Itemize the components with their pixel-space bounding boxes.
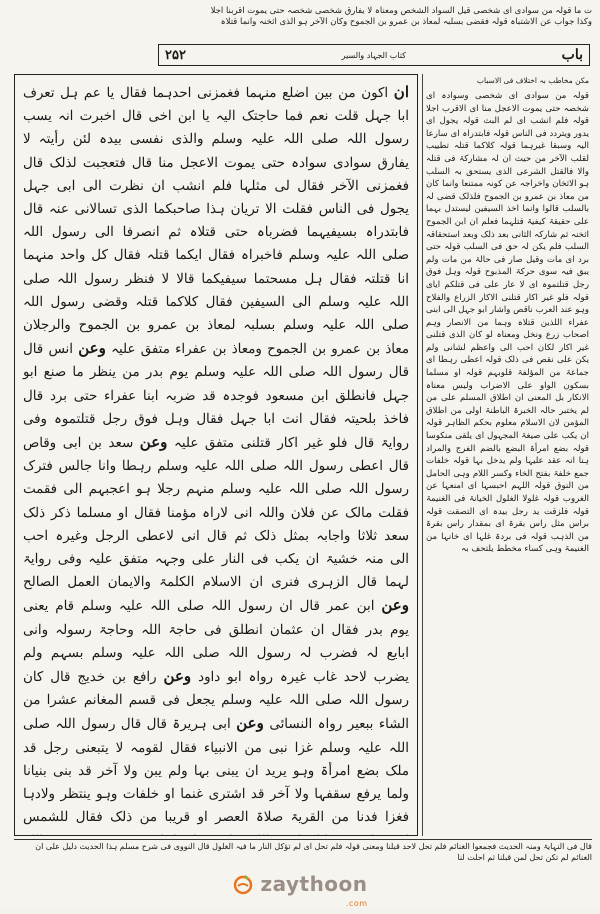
hadith-text: اکون من بین اضلع منہما فغمزنی احدہما فقال یا عم ہل تعرف ابا جہل قلت نعم فما حاجتک الیہ یا ابن اخی قال اخبرت انہ یسب رسول اللہ صلی اللہ علیہ وسلم والذی نفسی بیدہ لئن رأیتہ لا یفارق سوادی سوادہ حتی یموت الاعجل منا قال فتعجبت لذلک قال فغمزنی الآخر فقال لی مثلہا فلم انشب ان نظرت الی ابی جہل یجول فی الناس فقلت الا تریان ہذا صاحبکما الذی تسالانی عنہ قال فابتدراہ بسیفیہما فضرباہ حتی قتلاہ ثم انصرفا الی رسول اللہ صلی اللہ علیہ وسلم فاخبراہ فقال ایکما قتلہ فقال کل واحد منہما انا قتلتہ فقال ہل مسحتما سیفیکما قالا لا فنظر رسول اللہ صلی اللہ علیہ وسلم الی السیفین فقال کلاکما قتلہ وقضی رسول اللہ صلی اللہ علیہ وسلم بسلبہ لمعاذ بن عمرو بن الجموح والرجلان معاذ بن عمرو بن الجموح ومعاذ بن عفراء متفق علیہ — [23, 86, 409, 358]
margin-commentary — [422, 74, 592, 836]
header-right-note: مکن مخاطب بہ اختلاف فی الاسباب — [476, 76, 589, 85]
header-line-1: ت ما قولہ من سوادی ای شخصی قیل السواد الشخص ومعناہ لا یفارق شخصی شخصہ حتی یموت اقربنا اجلا — [210, 6, 592, 16]
commentary-text: قولہ من سوادی ای شخصی وسوادہ ای شخصہ حتی یموت الاعجل منا ای الاقرب اجلا قولہ فلم انشب ای لم البث قولہ یجول ای یدور ویتردد فی الناس قولہ فابتدراہ ای سارعا الیہ وسبقا غیرہما قولہ کلاکما قتلہ تطییب لقلب الآخر من حیث ان لہ مشارکۃ فی قتلہ والا فالقتل الشرعی الذی یستحق بہ السلب ہو الاثخان واخراجہ عن کونہ ممتنعا وانما کان من معاذ بن عمرو بن الجموح فلذلک قضی لہ بالسلب قالوا وانما اخذ السیفین لیستدل بہما علی حقیقۃ کیفیۃ قتلہما فعلم ان ابن الجموح اثخنہ ثم شارکہ الثانی بعد ذلک وبعد استحقاقہ السلب فلم یکن لہ حق فی السلب قولہ حتی برد ای مات وقیل صار فی حالۃ من مات ولم یبق فیہ سوی حرکۃ المذبوح قولہ وہل فوق رجل قتلتموہ ای لا عار علی فی قتلکم ایای قولہ فلو غیر اکار قتلنی الاکار الزراع والفلاح وہو عند العرب ناقص واشار ابو جہل الی ابنی عفراء اللذین قتلاہ وہما من الانصار وہم اصحاب زرع ونخل ومعناہ لو کان الذی قتلنی غیر اکار لکان احب الی واعظم لشانی ولم یکن علی نقص فی ذلک قولہ اعطی رہطا ای جماعۃ من المؤلفۃ قلوبہم قولہ او مسلما بسکون الواو علی الاضراب ولیس معناہ الانکار بل المعنی ان اطلاق المسلم علی من لم یختبر حالہ الخبرۃ الباطنۃ اولی من اطلاق المؤمن لان الاسلام معلوم بحکم الظاہر قولہ ان یکب علی صیغۃ المجہول ای یلقی منکوسا قولہ بضع امرأۃ البضع بالضم الفرج والمراد ہنا انہ عقد علیہا ولم یدخل بہا قولہ خلفات جمع خلفۃ بفتح الخاء وکسر اللام وہی الحامل من النوق قولہ اللہم احبسہا ای امنعہا عن الغروب قولہ غلولا الغلول الخیانۃ فی الغنیمۃ قولہ فلزقت ید رجل بیدہ ای التصقت قولہ براس مثل راس بقرۃ ای بمقدار راس بقرۃ من الذہب قولہ فی بردۃ غلہا ای خانہا من الغنیمۃ وہی کساء مخطط یلتحف بہ — [426, 91, 589, 555]
header-line-2: وکذا جواب عن الاشتباہ قولہ فقضی بسلبہ لمعاذ بن عمرو بن الجموح وکان الآخر ہو الذی اثخنہ وانما قتلاہ — [220, 17, 592, 27]
page-header — [8, 6, 592, 42]
hadith-lead: وعن — [236, 714, 264, 733]
hadith-text: سعد بن ابی وقاص قال اعطی رسول اللہ صلی اللہ علیہ وسلم رہطا وانا جالس فترک رسول اللہ صلی اللہ علیہ وسلم منہم رجلا ہو اعجبہم الی فقمت فقلت مالک عن فلان واللہ انی لاراہ مؤمنا فقال او مسلما ذکر ذلک سعد ثلاثا واجابہ بمثل ذلک ثم قال انی لاعطی الرجل وغیرہ احب الی منہ خشیۃ ان یکب فی النار علی وجہہ متفق علیہ وفی روایۃ لہما قال الزہری فنری ان الاسلام الکلمۃ والایمان العمل الصالح — [23, 436, 409, 591]
hadith-lead: ان — [393, 83, 409, 101]
hadith-text: رافع بن خدیج قال کان رسول اللہ صلی اللہ علیہ وسلم یجعل فی قسم المغانم عشرا من الشاء ببعیر رواہ النسائی — [23, 670, 409, 733]
zaythoon-logo-icon — [232, 873, 254, 895]
hadith-lead: وعن — [78, 339, 106, 358]
book-section-name: کتاب الجہاد والسیر — [341, 50, 406, 60]
hadith-text: انس قال قال رسول اللہ صلی اللہ علیہ وسلم یوم بدر من ینظر ما صنع ابو جہل فانطلق ابن مسعود فوجدہ قد ضربہ ابنا عفراء حتی برد قال فاخذ بلحیتہ فقال انت ابا جہل فقال وہل فوق رجل قتلتموہ وفی روایۃ قال فلو غیر اکار قتلنی متفق علیہ — [22, 342, 409, 452]
main-hadith-text — [14, 74, 418, 836]
zaythoon-watermark — [200, 867, 400, 908]
hadith-text: ابی ہریرۃ قال قال رسول اللہ صلی اللہ علیہ وسلم غزا نبی من الانبیاء فقال لقومہ لا یتبعنی رجل قد ملک بضع امرأۃ وہو یرید ان یبنی بہا ولم یبن ولا آخر قد بنی بنیانا ولما یرفع سقفہا ولا آخر قد اشتری غنما او خلفات وہو ینتظر ولادہا فغزا فدنا من القریۃ صلاۃ العصر او قریبا من ذلک فقال للشمس — [23, 717, 409, 826]
footnotes: قال فی النہایۃ ومنہ الحدیث فجمعوا الغنائم فلم تحل لاحد قبلنا ومعنی قولہ فلم تحل ای لم تؤکل النار ما فیہ الغلول قال النووی فی شرح مسلم ہذا الحدیث دلیل علی ان الغنائم لم تکن تحل لمن قبلنا ثم احلت لنا — [14, 839, 592, 863]
watermark-brand-text: zaythoon — [260, 872, 368, 896]
hadith-lead: وعن — [139, 433, 168, 452]
chapter-title-bar — [158, 44, 590, 66]
main-text-body — [23, 81, 409, 836]
page-number: ۲۵۲ — [165, 47, 186, 63]
watermark-brand — [260, 872, 368, 908]
hadith-lead: وعن — [163, 667, 192, 686]
hadith-lead: وعن — [381, 596, 409, 615]
watermark-domain: .com — [345, 899, 368, 908]
chapter-heading: باب — [561, 47, 583, 63]
hadith-text: ابن عمر قال ان رسول اللہ صلی اللہ علیہ وسلم قام یعنی یوم بدر فقال ان عثمان انطلق فی حاجۃ اللہ وحاجۃ رسولہ وانی ابایع لہ فضرب لہ رسول اللہ صلی اللہ علیہ وسلم بسہم ولم یضرب لاحد غاب غیرہ رواہ ابو داود — [23, 599, 410, 686]
